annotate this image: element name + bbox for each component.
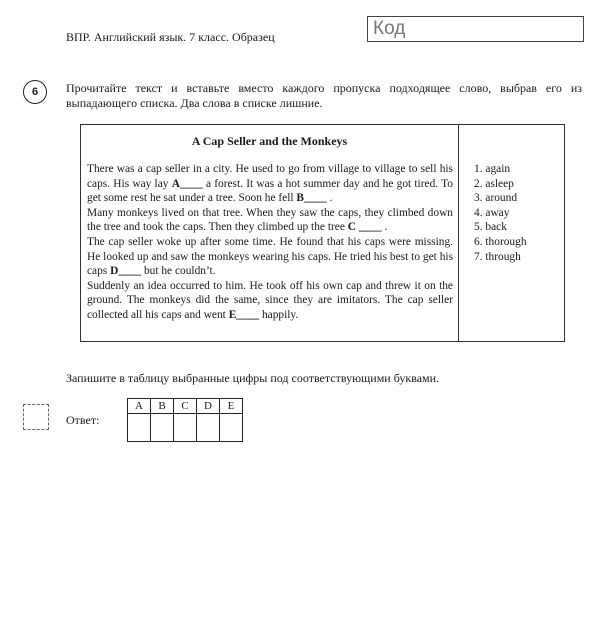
text-fragment: .	[326, 192, 333, 205]
task-table	[80, 124, 565, 342]
text-fragment: happily.	[259, 308, 299, 321]
answer-letter-e: E	[220, 399, 243, 414]
paragraph-1	[87, 162, 453, 206]
text-fragment: There was a cap seller in a city. He used to go from village to village to sell his caps. His way lay	[87, 163, 453, 190]
answer-cell-a[interactable]	[128, 414, 151, 442]
answer-header-row	[128, 399, 243, 414]
answer-letter-c: C	[174, 399, 197, 414]
word-option: 2. asleep	[474, 177, 514, 190]
code-label: Код	[373, 18, 406, 39]
answer-letter-a: A	[128, 399, 151, 414]
text-fragment: The cap seller woke up after some time. He found that his caps were missing. He looked up and saw the monkeys wearing his caps. He tried his best to get his caps	[87, 235, 453, 278]
paragraph-4	[87, 279, 453, 323]
text-fragment: but he couldn’t.	[141, 265, 216, 278]
task-number: 6	[23, 80, 47, 104]
answer-input-row	[128, 414, 243, 442]
answer-cell-e[interactable]	[220, 414, 243, 442]
answer-letter-d: D	[197, 399, 220, 414]
text-fragment: a forest. It was a hot summer day and he got tired. To get some rest he sat under a tree. Soon he fell	[87, 177, 453, 205]
word-option: 3. around	[474, 192, 518, 205]
text-fragment: Suddenly an idea occurred to him. He took off his own cap and threw it on the ground. The monkeys did the same, since they are imitators. The cap seller collected all his caps and went	[87, 279, 453, 321]
text-fragment: Many monkeys lived on that tree. When they saw the caps, they climbed down the tree and took the caps. Then they climbed up the tree	[87, 206, 453, 234]
text-body	[87, 162, 453, 323]
word-option: 1. again	[474, 163, 511, 175]
check-box	[23, 404, 49, 430]
code-box[interactable]	[367, 16, 584, 42]
text-title: A Cap Seller and the Monkeys	[191, 134, 348, 148]
word-option: 7. through	[474, 250, 521, 263]
gap-c[interactable]: C ____	[347, 221, 382, 234]
word-option: 5. back	[474, 221, 507, 234]
gap-a[interactable]: A____	[171, 177, 203, 190]
answer-instruction: Запишите в таблицу выбранные цифры под соответствующими буквами.	[66, 371, 440, 385]
gap-d[interactable]: D____	[110, 265, 142, 278]
answer-label: Ответ:	[66, 413, 100, 427]
paragraph-3	[87, 235, 453, 279]
gap-e[interactable]: E____	[228, 308, 260, 321]
text-fragment: .	[381, 221, 388, 234]
word-option: 6. thorough	[474, 235, 527, 248]
answer-table	[127, 398, 243, 442]
answer-cell-c[interactable]	[174, 414, 197, 442]
answer-cell-b[interactable]	[151, 414, 174, 442]
task-instruction: Прочитайте текст и вставьте вместо каждого пропуска подходящее слово, выбрав его из выпадающего списка. Два слова в списке лишние.	[66, 81, 582, 110]
column-divider	[458, 125, 459, 341]
header-title: ВПР. Английский язык. 7 класс. Образец	[66, 30, 275, 44]
paragraph-2	[87, 206, 453, 235]
answer-letter-b: B	[151, 399, 174, 414]
answer-cell-d[interactable]	[197, 414, 220, 442]
gap-b[interactable]: B____	[296, 192, 327, 205]
word-list	[474, 162, 527, 264]
word-option: 4. away	[474, 206, 510, 219]
